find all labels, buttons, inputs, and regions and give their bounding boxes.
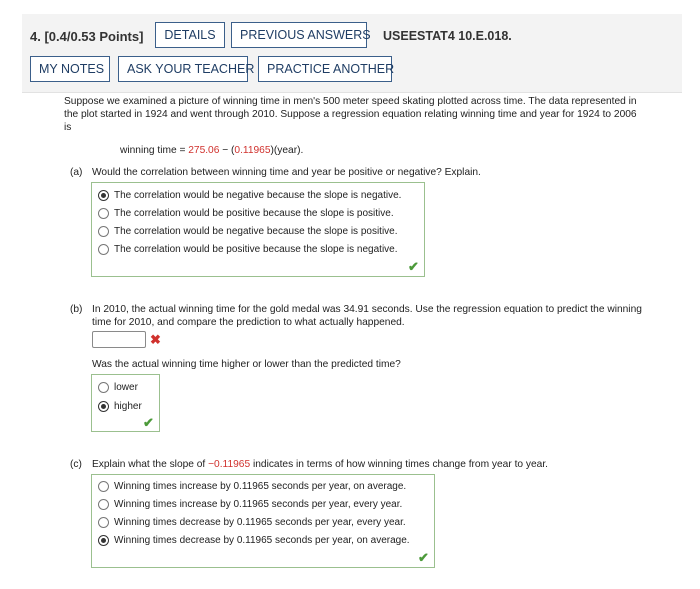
option-label: The correlation would be positive because the slope is negative. xyxy=(114,243,398,255)
intro-line-1: Suppose we examined a picture of winning time in men's 500 meter speed skating plotted across time. The data represented in xyxy=(64,96,637,107)
part-a-label: (a) xyxy=(70,167,83,178)
checkmark-icon: ✔ xyxy=(418,550,429,565)
practice-another-button[interactable]: PRACTICE ANOTHER xyxy=(258,56,392,82)
radio-selected-icon[interactable] xyxy=(98,535,109,546)
radio-icon[interactable] xyxy=(98,517,109,528)
option-label: Winning times increase by 0.11965 seconds per year, every year. xyxy=(114,498,403,510)
radio-icon[interactable] xyxy=(98,226,109,237)
source-label: USEESTAT4 10.E.018. xyxy=(383,29,512,43)
option-label: Winning times decrease by 0.11965 seconds per year, every year. xyxy=(114,516,406,528)
radio-icon[interactable] xyxy=(98,244,109,255)
radio-selected-icon[interactable] xyxy=(98,401,109,412)
part-c-option-1[interactable] xyxy=(98,478,406,494)
slope-value: 0.11965 xyxy=(234,145,271,156)
previous-answers-button[interactable]: PREVIOUS ANSWERS xyxy=(231,22,367,48)
part-b-followup: Was the actual winning time higher or lower than the predicted time? xyxy=(92,359,401,370)
radio-icon[interactable] xyxy=(98,382,109,393)
radio-selected-icon[interactable] xyxy=(98,190,109,201)
option-label: The correlation would be negative because the slope is negative. xyxy=(114,189,402,201)
part-c-question: Explain what the slope of −0.11965 indicates in terms of how winning times change from year to year. xyxy=(92,459,548,470)
part-a-question: Would the correlation between winning time and year be positive or negative? Explain. xyxy=(92,167,481,178)
part-a-option-4[interactable] xyxy=(98,241,398,257)
part-a-option-3[interactable] xyxy=(98,223,398,239)
part-b-question-line-2: time for 2010, and compare the prediction to what actually happened. xyxy=(92,317,405,328)
radio-icon[interactable] xyxy=(98,208,109,219)
option-label: The correlation would be positive because the slope is positive. xyxy=(114,207,394,219)
part-c-option-3[interactable] xyxy=(98,514,406,530)
regression-equation: winning time = 275.06 − (0.11965)(year). xyxy=(120,145,304,156)
x-mark-icon: ✖ xyxy=(150,332,161,347)
checkmark-icon: ✔ xyxy=(408,259,419,274)
option-label: Winning times increase by 0.11965 seconds per year, on average. xyxy=(114,480,407,492)
part-c-option-2[interactable] xyxy=(98,496,402,512)
part-b-question-line-1: In 2010, the actual winning time for the gold medal was 34.91 seconds. Use the regression equation to predict the winning xyxy=(92,304,642,315)
part-a-option-1[interactable] xyxy=(98,187,401,203)
intercept-value: 275.06 xyxy=(188,145,220,156)
checkmark-icon: ✔ xyxy=(143,415,154,430)
ask-your-teacher-button[interactable]: ASK YOUR TEACHER xyxy=(118,56,248,82)
intro-line-3: is xyxy=(64,122,72,133)
question-title: 4. [0.4/0.53 Points] xyxy=(30,29,144,44)
option-label: higher xyxy=(114,400,142,412)
my-notes-button[interactable]: MY NOTES xyxy=(30,56,110,82)
prediction-input[interactable] xyxy=(92,331,146,348)
part-a-option-2[interactable] xyxy=(98,205,394,221)
intro-line-2: the plot started in 1924 and went through 2010. Suppose a regression equation relating winning time and year for 1924 to 2006 xyxy=(64,109,637,120)
slope-value: −0.11965 xyxy=(208,459,251,470)
part-b-option-lower[interactable] xyxy=(98,379,138,395)
part-b-answer-box xyxy=(91,374,160,432)
part-c-label: (c) xyxy=(70,459,82,470)
option-label: Winning times decrease by 0.11965 seconds per year, on average. xyxy=(114,534,410,546)
radio-icon[interactable] xyxy=(98,481,109,492)
option-label: lower xyxy=(114,381,138,393)
option-label: The correlation would be negative because the slope is positive. xyxy=(114,225,398,237)
part-b-option-higher[interactable] xyxy=(98,398,142,414)
part-c-answer-box xyxy=(91,474,435,568)
part-c-option-4[interactable] xyxy=(98,532,410,548)
radio-icon[interactable] xyxy=(98,499,109,510)
details-button[interactable]: DETAILS xyxy=(155,22,225,48)
part-b-label: (b) xyxy=(70,304,83,315)
part-a-answer-box xyxy=(91,182,425,277)
